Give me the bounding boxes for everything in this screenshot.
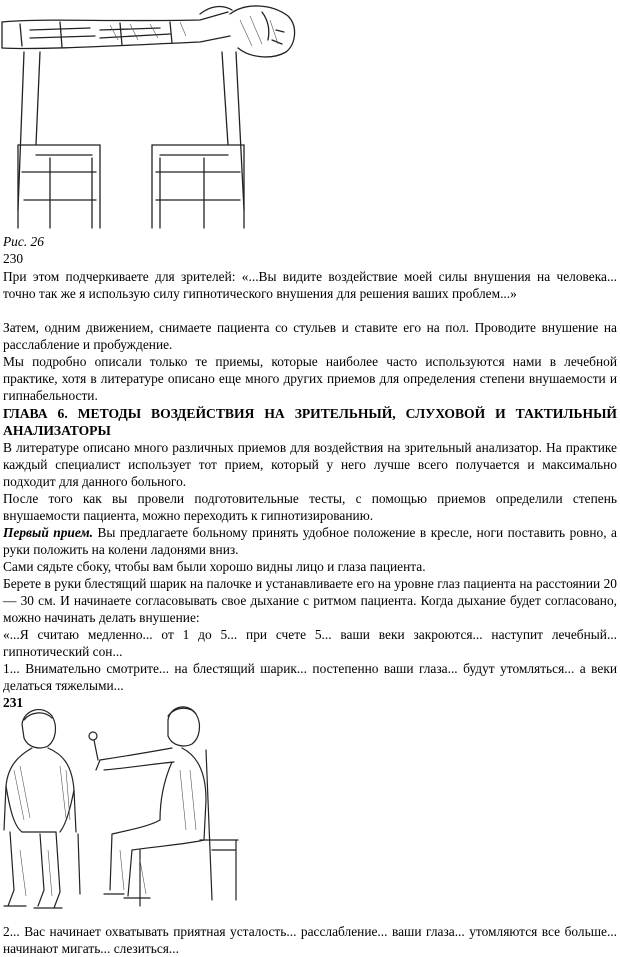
hypnosis-session-illustration xyxy=(0,700,240,918)
figure-caption: Рис. 26 xyxy=(3,234,44,249)
method-lead: Первый прием. xyxy=(3,525,93,540)
paragraph: 2... Вас начинает охватывать приятная усталость... расслабление... ваши глаза... утомляются все больше... начинают мигать... слезиться... xyxy=(3,924,617,956)
paragraph: Затем, одним движением, снимаете пациента со стульев и ставите его на пол. Проводите внушение на расслабление и пробуждение. xyxy=(3,320,617,352)
page-number: 230 xyxy=(3,251,24,266)
paragraph: «...Я считаю медленно... от 1 до 5... при счете 5... ваши веки закроются... наступит лечебный... гипнотический сон... xyxy=(3,627,617,659)
paragraph: 1... Внимательно смотрите... на блестящий шарик... постепенно ваши глаза... будут утомляться... а веки делаться тяжелыми... xyxy=(3,661,617,693)
paragraph: После того как вы провели подготовительные тесты, с помощью приемов определили степень внушаемости пациента, можно переходить к гипнотизированию. xyxy=(3,491,617,523)
paragraph: Сами сядьте сбоку, чтобы вам были хорошо видны лицо и глаза пациента. xyxy=(3,559,426,574)
paragraph xyxy=(3,524,617,558)
method-text: Вы предлагаете больному принять удобное положение в кресле, ноги поставить ровно, а руки положить на колени ладонями вниз. xyxy=(3,525,617,557)
chapter-heading: ГЛАВА 6. МЕТОДЫ ВОЗДЕЙСТВИЯ НА ЗРИТЕЛЬНЫЙ, СЛУХОВОЙ И ТАКТИЛЬНЫЙ АНАЛИЗАТОРЫ xyxy=(3,406,617,438)
paragraph: Мы подробно описали только те приемы, которые наиболее часто используются нами в лечебной практике, хотя в литературе описано еще много других приемов для определения степени внушаемости и гипнабельности. xyxy=(3,354,617,403)
paragraph: Берете в руки блестящий шарик на палочке и устанавливаете его на уровне глаз пациента на расстоянии 20 — 30 см. И начинаете согласовывать свое дыхание с ритмом пациента. Когда дыхание будет согласовано, можно начинать делать внушение: xyxy=(3,576,617,625)
paragraph: В литературе описано много различных приемов для воздействия на зрительный анализатор. На практике каждый специалист использует тот прием, который у него лучше всего получается и максимально подходит для данного больного. xyxy=(3,440,617,489)
page-number: 231 xyxy=(3,695,24,710)
paragraph: При этом подчеркиваете для зрителей: «...Вы видите воздействие моей силы внушения на человека... точно так же я использую силу гипнотического внушения для решения ваших проблем...» xyxy=(3,269,617,301)
suspended-person-illustration xyxy=(0,0,310,232)
